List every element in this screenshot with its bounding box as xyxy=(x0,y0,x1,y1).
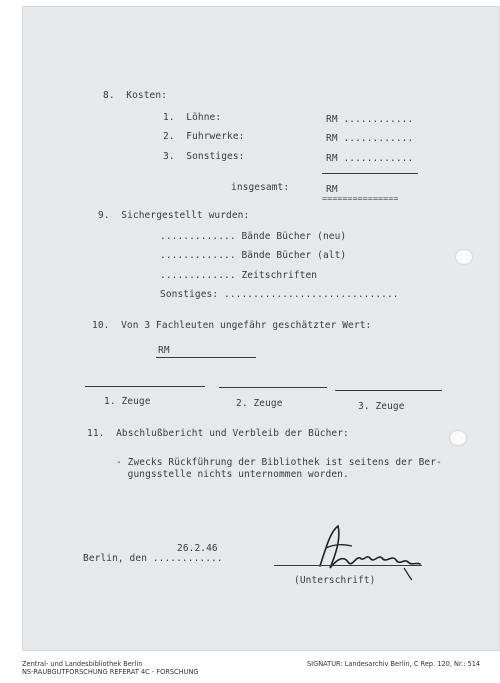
section-10-heading: 10. Von 3 Fachleuten ungefähr geschätzter Wert: xyxy=(92,320,372,331)
witness-line-1 xyxy=(85,386,205,387)
estimated-value: RM xyxy=(158,345,170,356)
date-value: 26.2.46 xyxy=(177,543,218,554)
cost-item-label: 3. Sonstiges: xyxy=(163,151,245,162)
place-date-line: Berlin, den ............ xyxy=(83,553,223,564)
section-9-heading: 9. Sichergestellt wurden: xyxy=(98,210,250,221)
total-value: RM xyxy=(326,184,338,195)
secured-item: ............. Zeitschriften xyxy=(160,270,318,281)
final-report-line: gungsstelle nichts unternommen worden. xyxy=(116,469,349,480)
cost-item-value: RM ............ xyxy=(326,114,414,125)
sum-rule xyxy=(322,173,418,174)
final-report-line: - Zwecks Rückführung der Bibliothek ist seitens der Ber- xyxy=(116,457,442,468)
cost-item-value: RM ............ xyxy=(326,153,414,164)
cost-item-value: RM ............ xyxy=(326,133,414,144)
cost-item-label: 2. Fuhrwerke: xyxy=(163,131,245,142)
footer-signature-ref: SIGNATUR: Landesarchiv Berlin, C Rep. 120, Nr.: 514 xyxy=(307,660,481,668)
total-label: insgesamt: xyxy=(231,182,290,193)
witness-line-2 xyxy=(219,387,327,388)
section-11-heading: 11. Abschlußbericht und Verbleib der Bücher: xyxy=(87,428,349,439)
handwritten-signature xyxy=(308,518,428,582)
signature-line xyxy=(274,565,422,566)
witness-label-3: 3. Zeuge xyxy=(358,401,405,412)
witness-line-3 xyxy=(335,390,442,391)
section-8-heading: 8. Kosten: xyxy=(103,90,168,101)
cost-item-label: 1. Löhne: xyxy=(163,112,222,123)
estimated-value-line xyxy=(156,357,256,358)
secured-item: ............. Bände Bücher (neu) xyxy=(160,231,347,242)
footer-department: NS-RAUBGUTFORSCHUNG REFERAT 4C - FORSCHUNG xyxy=(22,668,199,676)
secured-other: Sonstiges: .............................. xyxy=(160,289,399,300)
total-double-underline: =============== xyxy=(322,193,399,203)
witness-label-1: 1. Zeuge xyxy=(104,396,151,407)
footer-library: Zentral- und Landesbibliothek Berlin xyxy=(22,660,143,668)
secured-item: ............. Bände Bücher (alt) xyxy=(160,250,347,261)
punch-hole-bottom xyxy=(450,431,466,445)
witness-label-2: 2. Zeuge xyxy=(236,398,283,409)
punch-hole-top xyxy=(456,250,472,264)
signature-caption: (Unterschrift) xyxy=(294,575,376,586)
